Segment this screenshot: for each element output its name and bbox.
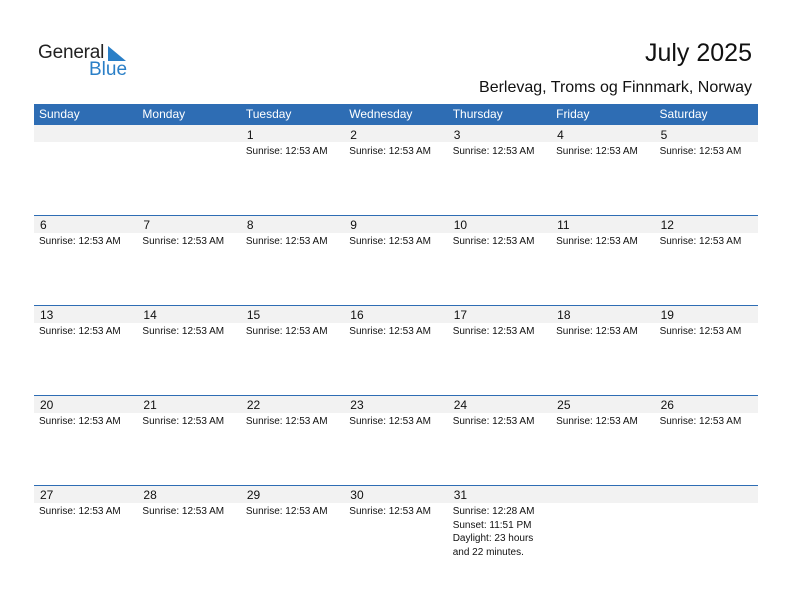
day-info-line: Sunrise: 12:53 AM — [452, 326, 535, 337]
day-info — [453, 235, 535, 249]
day-cell — [241, 305, 344, 395]
day-number: 13 — [40, 308, 54, 322]
day-number: 29 — [246, 488, 261, 502]
day-cell — [551, 215, 654, 305]
location-subtitle: Berlevag, Troms og Finnmark, Norway — [479, 79, 752, 96]
weekday-monday: Monday — [142, 107, 186, 121]
day-info-line: Sunrise: 12:53 AM — [659, 416, 742, 427]
day-cell — [551, 395, 654, 485]
day-number: 27 — [40, 488, 54, 502]
day-info-line: Sunrise: 12:28 AM — [452, 506, 535, 517]
day-info-line: Sunrise: 12:53 AM — [142, 326, 225, 337]
day-info — [660, 415, 742, 429]
day-info — [246, 415, 328, 429]
day-info-line: and 22 minutes. — [452, 546, 524, 558]
day-info-line: Sunrise: 12:53 AM — [245, 146, 328, 157]
day-info — [142, 325, 224, 339]
calendar-week — [34, 485, 758, 575]
day-cell — [137, 305, 240, 395]
day-cell — [655, 215, 758, 305]
day-info-line: Sunrise: 12:53 AM — [245, 416, 328, 427]
day-info-line: Sunrise: 12:53 AM — [39, 506, 121, 517]
day-info — [246, 145, 328, 159]
day-number: 9 — [350, 218, 357, 232]
weekday-thursday: Thursday — [452, 107, 503, 121]
day-number: 24 — [453, 398, 468, 412]
logo — [38, 42, 138, 82]
day-number: 21 — [143, 398, 157, 412]
day-cell — [344, 305, 447, 395]
day-cell — [344, 215, 447, 305]
day-number: 2 — [350, 128, 357, 142]
day-cell — [34, 305, 137, 395]
day-number: 3 — [453, 128, 461, 142]
day-info-line: Sunrise: 12:53 AM — [142, 506, 225, 517]
day-cell — [551, 485, 654, 575]
day-number: 15 — [246, 308, 261, 322]
day-number: 23 — [350, 398, 364, 412]
day-cell — [344, 485, 447, 575]
logo-text-blue: Blue — [89, 59, 128, 80]
day-cell — [448, 395, 551, 485]
day-info-line: Sunrise: 12:53 AM — [659, 146, 742, 157]
day-info-line: Sunrise: 12:53 AM — [556, 236, 638, 247]
day-info — [39, 505, 121, 519]
day-cell — [34, 125, 137, 215]
day-info-line: Sunrise: 12:53 AM — [452, 416, 535, 427]
day-cell — [34, 215, 137, 305]
day-info — [660, 325, 742, 339]
day-number: 17 — [453, 308, 468, 322]
day-cell — [655, 485, 758, 575]
day-info-line: Sunrise: 12:53 AM — [349, 236, 431, 247]
day-cell — [655, 305, 758, 395]
day-cell — [241, 215, 344, 305]
calendar-week — [34, 305, 758, 395]
day-info-line: Sunrise: 12:53 AM — [452, 236, 535, 247]
day-info — [142, 505, 224, 519]
day-info-line: Sunrise: 12:53 AM — [556, 326, 638, 337]
day-info — [349, 325, 431, 339]
day-info — [39, 235, 121, 249]
day-info-line: Sunrise: 12:53 AM — [39, 236, 121, 247]
day-number: 1 — [246, 128, 254, 142]
calendar-week — [34, 395, 758, 485]
day-cell — [34, 485, 137, 575]
day-info-line: Sunset: 11:51 PM — [452, 519, 532, 531]
day-number: 31 — [453, 488, 468, 502]
day-cell — [655, 395, 758, 485]
day-info — [349, 415, 431, 429]
day-info-line: Sunrise: 12:53 AM — [556, 416, 638, 427]
calendar-week — [34, 215, 758, 305]
day-info — [556, 415, 638, 429]
day-info-line: Sunrise: 12:53 AM — [142, 236, 225, 247]
day-cell — [241, 485, 344, 575]
day-info — [39, 415, 121, 429]
day-number: 18 — [557, 308, 571, 322]
day-info — [142, 235, 224, 249]
day-info — [246, 505, 328, 519]
day-info — [349, 505, 431, 519]
day-info — [556, 325, 638, 339]
day-number: 7 — [143, 218, 151, 232]
day-info-line: Sunrise: 12:53 AM — [142, 416, 225, 427]
page-title: July 2025 — [644, 39, 752, 67]
day-info — [556, 235, 638, 249]
day-number: 10 — [453, 218, 468, 232]
day-cell — [655, 125, 758, 215]
day-info — [39, 325, 121, 339]
day-number: 28 — [143, 488, 157, 502]
day-cell — [448, 485, 551, 575]
day-info-line: Sunrise: 12:53 AM — [245, 236, 328, 247]
day-number: 12 — [660, 218, 674, 232]
weekday-wednesday: Wednesday — [349, 107, 413, 121]
day-number: 4 — [557, 128, 564, 142]
day-cell — [137, 215, 240, 305]
day-cell — [448, 215, 551, 305]
day-cell — [137, 485, 240, 575]
day-info — [660, 145, 742, 159]
day-info — [453, 145, 535, 159]
day-info — [349, 235, 431, 249]
day-cell — [448, 305, 551, 395]
day-number: 26 — [660, 398, 674, 412]
day-number: 11 — [557, 218, 570, 232]
day-info-line: Sunrise: 12:53 AM — [556, 146, 638, 157]
day-number: 25 — [557, 398, 571, 412]
day-info — [556, 145, 638, 159]
day-number: 14 — [143, 308, 157, 322]
day-info-line: Sunrise: 12:53 AM — [659, 326, 742, 337]
day-cell — [34, 395, 137, 485]
day-info-line: Sunrise: 12:53 AM — [659, 236, 742, 247]
day-cell — [344, 125, 447, 215]
weekday-tuesday: Tuesday — [245, 107, 292, 121]
day-cell — [241, 395, 344, 485]
day-info — [660, 235, 742, 249]
day-cell — [241, 125, 344, 215]
day-cell — [137, 125, 240, 215]
day-number: 5 — [660, 128, 668, 142]
day-info — [246, 325, 328, 339]
day-cell — [344, 395, 447, 485]
day-number: 6 — [40, 218, 47, 232]
day-number: 19 — [660, 308, 674, 322]
day-info — [142, 415, 224, 429]
day-number: 16 — [350, 308, 364, 322]
calendar-week — [34, 125, 758, 215]
day-cell — [448, 125, 551, 215]
day-info-line: Sunrise: 12:53 AM — [39, 416, 121, 427]
day-info — [453, 505, 535, 559]
day-cell — [137, 395, 240, 485]
day-number: 20 — [40, 398, 54, 412]
day-number: 22 — [246, 398, 261, 412]
day-info-line: Sunrise: 12:53 AM — [39, 326, 121, 337]
weekday-friday: Friday — [556, 107, 590, 121]
day-info-line: Sunrise: 12:53 AM — [349, 326, 431, 337]
day-info-line: Sunrise: 12:53 AM — [349, 146, 431, 157]
logo-text-general: General — [38, 42, 105, 63]
day-info — [453, 325, 535, 339]
day-info-line: Sunrise: 12:53 AM — [245, 326, 328, 337]
day-info-line: Sunrise: 12:53 AM — [452, 146, 535, 157]
day-info-line: Sunrise: 12:53 AM — [349, 416, 431, 427]
day-info — [453, 415, 535, 429]
calendar — [34, 104, 758, 575]
weekday-header — [34, 104, 758, 125]
day-info-line: Sunrise: 12:53 AM — [349, 506, 431, 517]
day-info — [246, 235, 328, 249]
weekday-saturday: Saturday — [659, 107, 708, 121]
weekday-sunday: Sunday — [39, 107, 80, 121]
day-info — [349, 145, 431, 159]
day-cell — [551, 125, 654, 215]
day-cell — [551, 305, 654, 395]
day-number: 8 — [246, 218, 254, 232]
day-info-line: Daylight: 23 hours — [452, 533, 534, 544]
day-info-line: Sunrise: 12:53 AM — [245, 506, 328, 517]
calendar-grid — [34, 125, 758, 575]
day-number: 30 — [350, 488, 364, 502]
